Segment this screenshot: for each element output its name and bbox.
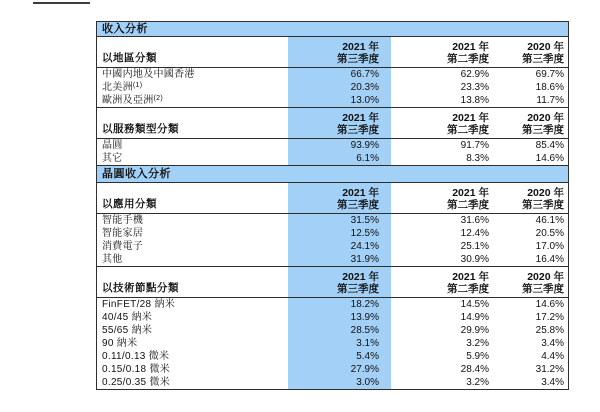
row-value-2021-q3: 18.2% xyxy=(350,299,379,310)
row-label-text: FinFET/28 納米 xyxy=(102,299,176,310)
row-value-2021-q3: 31.9% xyxy=(350,254,379,265)
table-row xyxy=(97,94,568,107)
col-header-2021-q2 xyxy=(391,112,489,136)
row-value-2020-q3: 14.6% xyxy=(535,153,564,164)
row-label-text: 0.11/0.13 微米 xyxy=(102,351,170,362)
col-header-quarter: 第三季度 xyxy=(337,199,379,211)
table-row xyxy=(97,253,568,266)
col-header-2021-q2 xyxy=(391,187,489,211)
table-row xyxy=(97,227,568,240)
section-band-revenue-analysis: 收入分析 xyxy=(97,22,568,37)
table-row xyxy=(97,152,568,165)
header-row-by-technology-node xyxy=(97,267,568,298)
col-header-2021-q3 xyxy=(288,187,391,211)
row-value-2020-q3: 16.4% xyxy=(535,254,564,265)
row-label-text: 中國内地及中國香港 xyxy=(102,69,195,80)
row-value-2021-q2: 8.3% xyxy=(466,153,489,164)
row-label-text: 智能手機 xyxy=(102,215,144,226)
col-header-year: 2020 年 xyxy=(527,187,564,199)
header-row-by-application xyxy=(97,183,568,214)
row-label-text: 90 納米 xyxy=(102,338,138,349)
row-value-2021-q2: 30.9% xyxy=(460,254,489,265)
group-label-by-application: 以應用分類 xyxy=(102,198,157,210)
row-label-text: 0.15/0.18 微米 xyxy=(102,364,171,375)
row-label-text: 歐洲及亞洲 xyxy=(102,95,154,106)
row-label-sup: (1) xyxy=(132,82,143,89)
row-value-2021-q3: 5.4% xyxy=(356,351,379,362)
col-header-year: 2021 年 xyxy=(452,271,489,283)
row-label xyxy=(97,363,288,376)
col-header-quarter: 第二季度 xyxy=(447,283,489,295)
group-label-by-technology-node: 以技術節點分類 xyxy=(102,282,179,294)
row-value-2021-q2: 31.6% xyxy=(460,215,489,226)
row-value-2021-q2: 91.7% xyxy=(460,140,489,151)
row-value-2021-q3: 20.3% xyxy=(350,82,379,93)
row-label xyxy=(97,350,288,363)
row-label xyxy=(97,298,288,311)
row-label-text: 40/45 納米 xyxy=(102,312,153,323)
col-header-year: 2021 年 xyxy=(452,187,489,199)
row-label-text: 55/65 納米 xyxy=(102,325,153,336)
row-label xyxy=(97,94,288,107)
row-label-text: 北美洲 xyxy=(102,82,133,93)
row-value-2020-q3: 17.2% xyxy=(535,312,564,323)
row-value-2021-q3: 27.9% xyxy=(350,364,379,375)
row-value-2021-q3: 13.9% xyxy=(350,312,379,323)
row-label xyxy=(97,68,288,81)
row-label-text: 晶圓 xyxy=(102,140,123,151)
table-row xyxy=(97,363,568,376)
data-block-by-region xyxy=(97,68,568,108)
row-value-2021-q3: 28.5% xyxy=(350,325,379,336)
col-header-quarter: 第二季度 xyxy=(447,53,489,65)
row-label-sup: (2) xyxy=(153,95,163,102)
revenue-analysis-table xyxy=(96,21,569,390)
clipped-top-rule xyxy=(33,2,90,4)
row-value-2021-q2: 62.9% xyxy=(460,69,489,80)
table-row xyxy=(97,311,568,324)
table-row xyxy=(97,240,568,253)
row-value-2020-q3: 3.4% xyxy=(541,338,564,349)
col-header-year: 2021 年 xyxy=(342,271,379,283)
row-value-2020-q3: 25.8% xyxy=(535,325,564,336)
col-header-quarter: 第三季度 xyxy=(337,124,379,136)
col-header-year: 2021 年 xyxy=(452,41,489,53)
row-value-2020-q3: 11.7% xyxy=(536,95,564,106)
row-value-2020-q3: 85.4% xyxy=(535,140,564,151)
row-value-2020-q3: 46.1% xyxy=(535,215,564,226)
col-header-2020-q3 xyxy=(489,187,568,211)
col-header-2020-q3 xyxy=(489,112,568,136)
row-value-2021-q3: 66.7% xyxy=(350,69,379,80)
col-header-year: 2021 年 xyxy=(342,187,379,199)
row-label xyxy=(97,324,288,337)
row-label-text: 智能家居 xyxy=(102,228,144,239)
row-value-2021-q3: 6.1% xyxy=(356,153,379,164)
table-row xyxy=(97,350,568,363)
col-header-quarter: 第三季度 xyxy=(337,283,379,295)
table-row xyxy=(97,139,568,152)
row-value-2021-q2: 3.2% xyxy=(466,377,489,388)
col-header-2021-q3 xyxy=(288,112,391,136)
row-value-2021-q2: 12.4% xyxy=(460,228,489,239)
col-header-quarter: 第三季度 xyxy=(522,199,564,211)
section-band-wafer-revenue-analysis: 晶圓收入分析 xyxy=(97,166,568,183)
row-value-2020-q3: 3.4% xyxy=(541,377,564,388)
row-label xyxy=(97,311,288,324)
col-header-2020-q3 xyxy=(489,41,568,65)
row-label xyxy=(97,253,288,266)
row-label xyxy=(97,214,288,227)
row-value-2021-q2: 5.9% xyxy=(466,351,489,362)
row-value-2021-q3: 12.5% xyxy=(350,228,379,239)
row-label xyxy=(97,240,288,253)
table-row xyxy=(97,337,568,350)
row-value-2020-q3: 17.0% xyxy=(535,241,564,252)
table-row xyxy=(97,81,568,94)
row-value-2021-q2: 29.9% xyxy=(460,325,489,336)
row-label-text: 其它 xyxy=(102,153,123,164)
col-header-year: 2020 年 xyxy=(527,41,564,53)
row-value-2020-q3: 14.6% xyxy=(535,299,564,310)
row-label xyxy=(97,139,288,152)
row-label xyxy=(97,337,288,350)
table-row xyxy=(97,68,568,81)
col-header-quarter: 第二季度 xyxy=(447,199,489,211)
table-row xyxy=(97,214,568,227)
row-value-2020-q3: 69.7% xyxy=(535,69,564,80)
col-header-2021-q3 xyxy=(288,271,391,295)
row-value-2021-q3: 13.0% xyxy=(350,95,379,106)
col-header-quarter: 第三季度 xyxy=(522,283,564,295)
data-block-by-application xyxy=(97,214,568,267)
row-label-text: 其他 xyxy=(102,254,123,265)
row-value-2020-q3: 31.2% xyxy=(535,364,564,375)
col-header-quarter: 第三季度 xyxy=(337,53,379,65)
col-header-year: 2021 年 xyxy=(452,112,489,124)
row-value-2020-q3: 18.6% xyxy=(535,82,564,93)
row-value-2021-q3: 93.9% xyxy=(350,140,379,151)
row-value-2021-q2: 23.3% xyxy=(460,82,489,93)
col-header-year: 2021 年 xyxy=(342,41,379,53)
row-value-2021-q2: 14.5% xyxy=(460,299,489,310)
col-header-2021-q2 xyxy=(391,271,489,295)
row-value-2020-q3: 4.4% xyxy=(541,351,564,362)
table-row xyxy=(97,376,568,389)
group-label-by-service-type: 以服務類型分類 xyxy=(102,123,179,135)
col-header-quarter: 第三季度 xyxy=(522,124,564,136)
data-block-by-service-type xyxy=(97,139,568,166)
row-label xyxy=(97,227,288,240)
header-row-by-region xyxy=(97,37,568,68)
row-label xyxy=(97,376,288,389)
group-label-by-region: 以地區分類 xyxy=(102,52,157,64)
col-header-year: 2020 年 xyxy=(527,112,564,124)
row-value-2021-q3: 31.5% xyxy=(350,215,379,226)
col-header-quarter: 第二季度 xyxy=(447,124,489,136)
table-row xyxy=(97,298,568,311)
table-row xyxy=(97,324,568,337)
row-label xyxy=(97,81,288,94)
row-value-2021-q2: 3.2% xyxy=(466,338,489,349)
row-value-2021-q2: 25.1% xyxy=(460,241,489,252)
data-block-by-technology-node xyxy=(97,298,568,389)
col-header-2020-q3 xyxy=(489,271,568,295)
col-header-quarter: 第三季度 xyxy=(522,53,564,65)
row-value-2020-q3: 20.5% xyxy=(535,228,564,239)
row-value-2021-q2: 14.9% xyxy=(460,312,489,323)
header-row-by-service-type xyxy=(97,108,568,139)
col-header-2021-q2 xyxy=(391,41,489,65)
row-label-text: 消費電子 xyxy=(102,241,144,252)
row-value-2021-q2: 28.4% xyxy=(460,364,489,375)
row-value-2021-q3: 3.0% xyxy=(356,377,379,388)
col-header-year: 2020 年 xyxy=(527,271,564,283)
row-label-text: 0.25/0.35 微米 xyxy=(102,377,171,388)
col-header-2021-q3 xyxy=(288,41,391,65)
row-label xyxy=(97,152,288,165)
row-value-2021-q3: 24.1% xyxy=(350,241,379,252)
row-value-2021-q2: 13.8% xyxy=(460,95,489,106)
row-value-2021-q3: 3.1% xyxy=(356,338,379,349)
col-header-year: 2021 年 xyxy=(342,112,379,124)
